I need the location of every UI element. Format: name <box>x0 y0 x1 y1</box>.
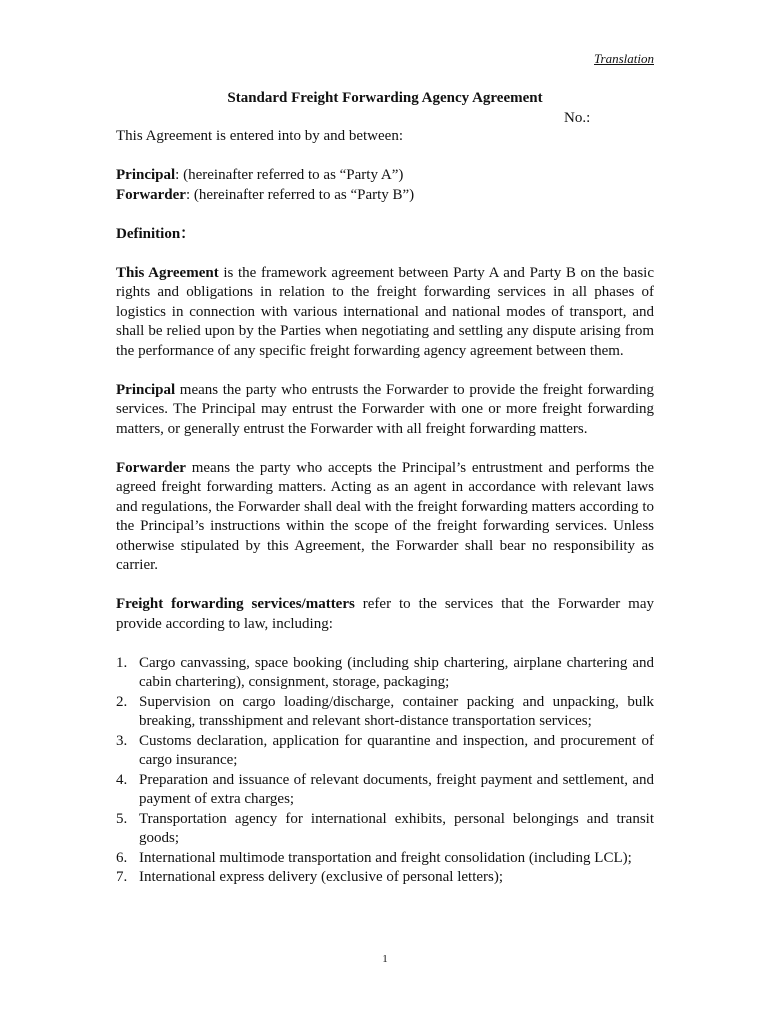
list-item <box>116 849 654 869</box>
list-item-text: International multimode transportation and freight consolidation (including LCL); <box>139 849 632 866</box>
list-item-number: 2. <box>116 693 128 710</box>
list-item-number: 1. <box>116 654 128 671</box>
list-item <box>116 732 654 771</box>
definition-text: means the party who accepts the Principal’s entrustment and performs the agreed freight forwarding matters. Acting as an agent in accordance with relevant laws and regulations, the Forwarder shall deal with the freight forwarding matters according to the Principal’s instructions within the scope of the freight forwarding services. Unless otherwise stipulated by this Agreement, the Forwarder shall bear no responsibility as carrier. <box>116 459 654 573</box>
party-term: Forwarder <box>116 186 186 203</box>
definition-this-agreement <box>116 264 654 362</box>
party-term: Principal <box>116 167 176 183</box>
list-item-text: Supervision on cargo loading/discharge, container packing and unpacking, bulk breaking, transshipment and relevant short-distance transportation services; <box>139 693 654 729</box>
list-item-text: Preparation and issuance of relevant documents, freight payment and settlement, and payment of extra charges; <box>139 771 654 807</box>
definition-term: Principal <box>116 381 176 398</box>
translation-label: Translation <box>594 51 654 66</box>
definition-heading-text: Definition： <box>116 225 196 242</box>
document-title: Standard Freight Forwarding Agency Agreement <box>227 90 543 106</box>
page-number: 1 <box>382 953 388 965</box>
document-body <box>116 127 654 888</box>
intro-paragraph: This Agreement is entered into by and between: <box>116 128 403 144</box>
list-item <box>116 771 654 810</box>
list-item-number: 5. <box>116 810 128 827</box>
definition-freight-forwarding-services <box>116 595 654 634</box>
definition-text: is the framework agreement between Party A and Party B on the basic rights and obligations in relation to the freight forwarding services in all phases of logistics in connection with various international and national modes of transport, and shall be relied upon by the Parties when negotiating and settling any dispute arising from the performance of any specific freight forwarding agency agreement between them. <box>116 264 654 359</box>
list-item-number: 6. <box>116 849 128 866</box>
party-principal <box>116 166 654 186</box>
definition-text: means the party who entrusts the Forwarder to provide the freight forwarding services. The Principal may entrust the Forwarder with one or more freight forwarding matters, or generally entrust the Forwarder with all freight forwarding matters. <box>116 381 654 437</box>
list-item-text: Customs declaration, application for quarantine and inspection, and procurement of cargo insurance; <box>139 732 654 768</box>
list-item <box>116 654 654 693</box>
services-list <box>116 654 654 888</box>
party-forwarder <box>116 186 654 206</box>
definition-forwarder <box>116 459 654 576</box>
list-item-number: 7. <box>116 869 128 885</box>
agreement-number-label: No.: <box>564 110 591 126</box>
definition-heading <box>116 225 654 245</box>
list-item-text: Transportation agency for international exhibits, personal belongings and transit goods; <box>139 810 654 846</box>
definition-term: This Agreement <box>116 264 219 281</box>
list-item-number: 4. <box>116 771 128 788</box>
definition-term: Freight forwarding services/matters <box>116 596 355 612</box>
party-text: : (hereinafter referred to as “Party A”) <box>175 167 404 183</box>
list-item-text: Cargo canvassing, space booking (including ship chartering, airplane chartering and cabin chartering), consignment, storage, packaging; <box>139 654 654 690</box>
definition-text: refer to the services that the Forwarder may provide according to law, including: <box>116 596 654 632</box>
definition-principal <box>116 381 654 440</box>
definition-term: Forwarder <box>116 459 186 476</box>
list-item <box>116 693 654 732</box>
list-item-text: International express delivery (exclusive of personal letters); <box>139 869 504 885</box>
party-text: : (hereinafter referred to as “Party B”) <box>185 186 415 203</box>
list-item <box>116 868 654 888</box>
list-item-number: 3. <box>116 732 128 749</box>
list-item <box>116 810 654 849</box>
